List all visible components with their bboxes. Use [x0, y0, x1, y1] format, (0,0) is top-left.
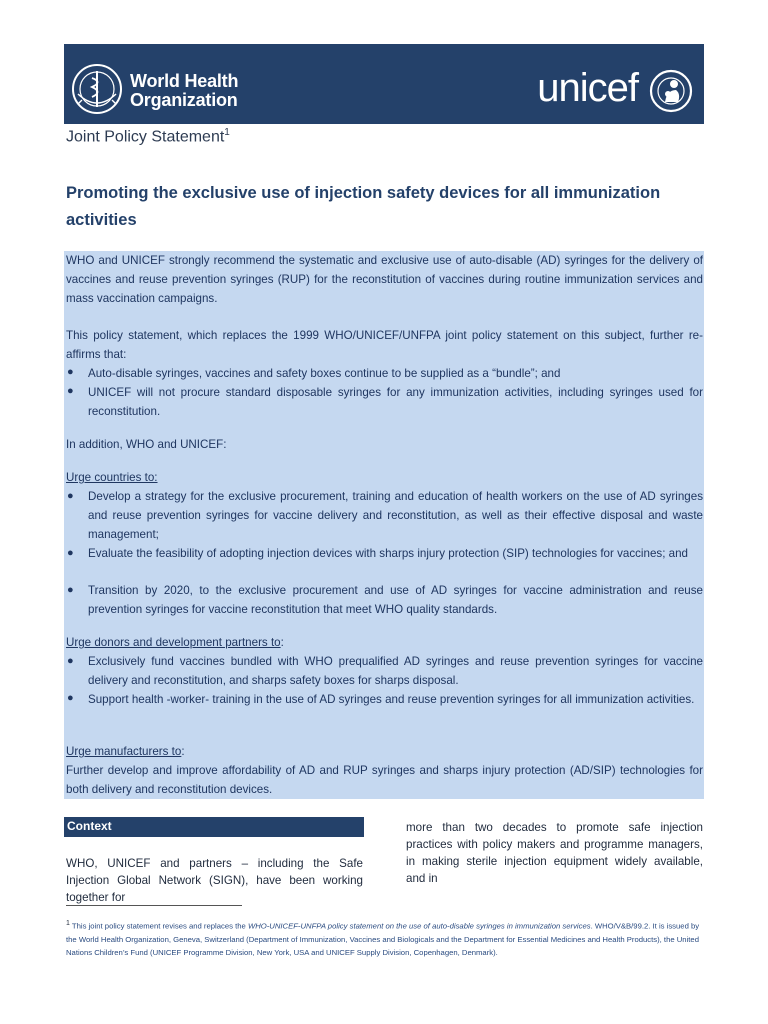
who-emblem-icon — [70, 62, 124, 116]
context-paragraph-right: more than two decades to promote safe injection practices with policy makers and programme managers, in making sterile injection equipment widely available, and in — [406, 821, 703, 885]
footnote: $^1$ This joint policy statement revises and replaces the WHO-UNICEF-UNFPA policy statement on the use of auto-disable syringes in immunization services. WHO/V&B/99.2. It is issued by the World Health Organization, Geneva, Switzerland (Department of Immunization, Vaccines and Biologicals and the Department for Essential Medicines and Health Products), the United Nations Children’s Fund (UNICEF Programme Division, New York, USA and UNICEF Supply Division, Copenhagen, Denmark). — [66, 920, 700, 957]
manufacturers-text: Further develop and improve affordability of AD and RUP syringes and sharps injury protection (AD/SIP) technologies for both delivery and reconstitution devices. — [66, 764, 703, 796]
manufacturers-heading: Urge manufacturers to: — [66, 745, 185, 758]
context-heading-bar — [64, 817, 364, 837]
summary-paragraph-1: WHO and UNICEF strongly recommend the systematic and exclusive use of auto-disable (AD) syringes for the delivery of vaccines and reuse prevention syringes (RUP) for the reconstitution of vaccines during routine immunization services and mass vaccination campaigns. — [66, 254, 703, 305]
countries-heading: Urge countries to: — [66, 471, 158, 484]
list-item: Exclusively fund vaccines bundled with WHO prequalified AD syringes and reuse prevention syringes for vaccine delivery and reconstitution, and sharps safety boxes for sharps disposal. — [88, 655, 703, 687]
bullet-icon: ● — [67, 366, 74, 378]
list-item: Auto-disable syringes, vaccines and safety boxes continue to be supplied as a “bundle”; and — [88, 367, 561, 380]
unicef-emblem-icon — [648, 68, 694, 114]
bullet-icon: ● — [67, 655, 74, 667]
list-item: UNICEF will not procure standard disposable syringes for any immunization activities, including syringes used for reconstitution. — [88, 386, 703, 418]
list-item: Support health -worker- training in the use of AD syringes and reuse prevention syringes for all immunization activities. — [88, 693, 695, 706]
footnote-ref: 1 — [224, 127, 230, 138]
summary-paragraph-3: In addition, WHO and UNICEF: — [66, 438, 227, 451]
bullet-icon: ● — [67, 385, 74, 397]
page-title: Promoting the exclusive use of injection safety devices for all immunization activities — [66, 184, 661, 229]
bullet-icon: ● — [67, 490, 74, 502]
list-item: Develop a strategy for the exclusive procurement, training and education of health workers on the use of AD syringes and reuse prevention syringes for vaccine delivery and reconstitution, as well as their effective disposal and waste management; — [88, 490, 703, 541]
header-banner — [64, 44, 704, 124]
donors-heading: Urge donors and development partners to: — [66, 636, 284, 649]
bullet-icon: ● — [67, 584, 74, 596]
list-item: Evaluate the feasibility of adopting injection devices with sharps injury protection (SIP) technologies for vaccines; and — [88, 547, 688, 560]
bullet-icon: ● — [67, 547, 74, 559]
context-paragraph-left: WHO, UNICEF and partners – including the Safe Injection Global Network (SIGN), have been working together for — [66, 857, 363, 904]
summary-paragraph-2: This policy statement, which replaces the 1999 WHO/UNICEF/UNFPA joint policy statement on this subject, further re-affirms that: — [66, 329, 703, 361]
footnote-divider — [66, 905, 242, 906]
who-wordmark: World Health Organization — [130, 71, 239, 110]
bullet-icon: ● — [67, 692, 74, 704]
unicef-wordmark: unicef — [537, 66, 638, 110]
list-item: Transition by 2020, to the exclusive procurement and use of AD syringes for vaccine administration and reuse prevention syringes for vaccine reconstitution that meet WHO quality standards. — [88, 584, 703, 616]
document-type-label: Joint Policy Statement$^1$ — [66, 127, 230, 146]
context-heading: Context — [67, 819, 112, 833]
